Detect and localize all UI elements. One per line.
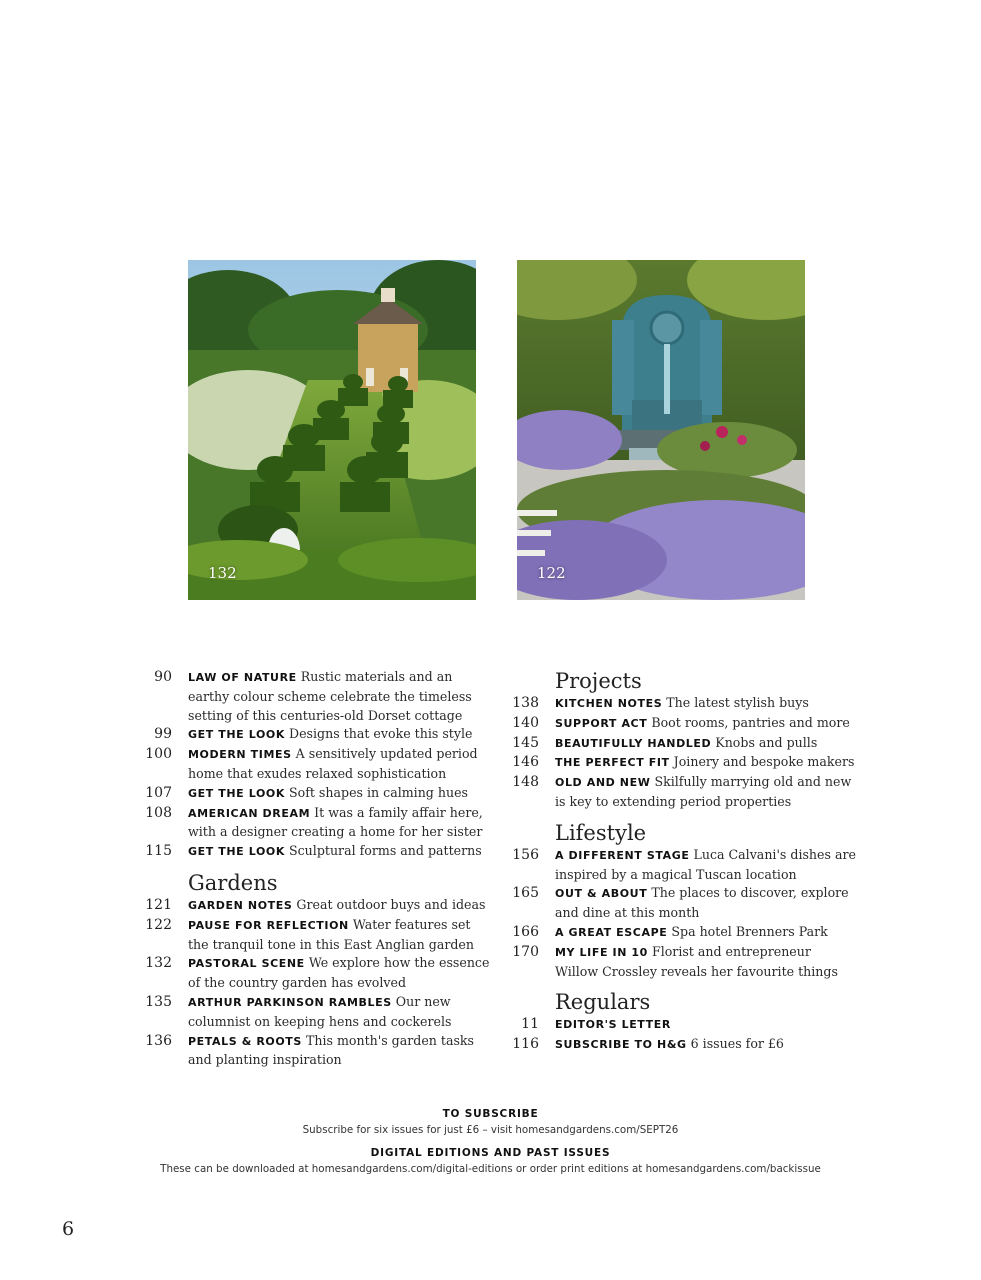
gardens-section (130, 870, 490, 1070)
entry-page-number: 156 (512, 846, 539, 863)
contents-entry[interactable] (497, 773, 857, 812)
contents-entry[interactable] (130, 896, 490, 916)
contents-entry[interactable] (130, 993, 490, 1032)
entry-page-number: 107 (145, 784, 172, 801)
entry-page-number: 100 (145, 746, 172, 763)
fountain-garden-illustration (517, 260, 805, 600)
entry-title: PASTORAL SCENE (188, 957, 305, 971)
entry-title: A GREAT ESCAPE (555, 925, 668, 939)
contents-entry[interactable] (497, 714, 857, 734)
entry-title: ARTHUR PARKINSON RAMBLES (188, 995, 392, 1009)
entry-page-number: 170 (512, 943, 539, 960)
entry-page-number: 11 (521, 1016, 539, 1033)
entry-title: THE PERFECT FIT (555, 756, 670, 770)
entry-page-number: 145 (512, 734, 539, 751)
lifestyle-section (497, 820, 857, 982)
homes-section (130, 668, 490, 862)
entry-description: This month's garden tasks and planting inspiration (188, 1032, 475, 1068)
subscription-footer (0, 1106, 981, 1178)
entry-title: OLD AND NEW (555, 776, 651, 790)
entry-description: Luca Calvani's dishes are inspired by a magical Tuscan location (555, 846, 856, 882)
entry-title: PETALS & ROOTS (188, 1034, 302, 1048)
entry-page-number: 140 (512, 714, 539, 731)
entry-title: EDITOR'S LETTER (555, 1018, 671, 1032)
subscribe-heading: TO SUBSCRIBE (442, 1108, 539, 1120)
entry-title: SUPPORT ACT (555, 716, 648, 730)
section-heading-projects: Projects (555, 669, 642, 693)
entry-title: GARDEN NOTES (188, 898, 293, 912)
section-heading-regulars: Regulars (555, 990, 651, 1015)
entry-page-number: 99 (154, 726, 172, 743)
entry-title: MODERN TIMES (188, 748, 292, 762)
topiary-garden-illustration (188, 260, 476, 600)
page-number: 6 (62, 1218, 75, 1240)
entry-description: Sculptural forms and patterns (289, 843, 482, 859)
entry-page-number: 90 (154, 669, 172, 685)
entry-description: The places to discover, explore and dine at this month (555, 885, 849, 921)
entry-description: Great outdoor buys and ideas (296, 896, 486, 912)
entry-title: AMERICAN DREAM (188, 806, 311, 820)
contents-entry[interactable] (130, 954, 490, 993)
entry-description: Boot rooms, pantries and more (651, 714, 850, 730)
entry-description: Knobs and pulls (715, 734, 818, 750)
contents-entry[interactable] (497, 1035, 857, 1055)
digital-editions-text[interactable]: These can be downloaded at homesandgardens.com/digital-editions or order print editions at homesandgardens.com/backissue (160, 1163, 821, 1175)
entry-title: BEAUTIFULLY HANDLED (555, 736, 712, 750)
contents-entry[interactable] (497, 734, 857, 754)
entry-page-number: 122 (145, 916, 172, 933)
entry-description: Spa hotel Brenners Park (671, 923, 828, 939)
entry-description: Soft shapes in calming hues (289, 784, 469, 800)
photo-page-number: 122 (537, 564, 566, 582)
entry-title: LAW OF NATURE (188, 671, 297, 684)
entry-page-number: 121 (145, 896, 172, 913)
entry-description: 6 issues for £6 (690, 1036, 784, 1052)
entry-title: A DIFFERENT STAGE (555, 848, 690, 862)
contents-entry[interactable] (130, 916, 490, 955)
entry-title: MY LIFE IN 10 (555, 945, 648, 959)
contents-entry[interactable] (497, 943, 857, 982)
entry-page-number: 165 (512, 885, 539, 902)
entry-description: We explore how the essence of the country garden has evolved (188, 955, 490, 991)
entry-page-number: 136 (145, 1032, 172, 1049)
entry-description: Rustic materials and an earthy colour scheme celebrate the timeless setting of this centuries-old Dorset cottage (188, 669, 472, 723)
photo-page-number: 132 (208, 564, 237, 582)
section-heading-lifestyle: Lifestyle (555, 820, 647, 845)
contents-entry[interactable] (497, 846, 857, 885)
entry-description: Skilfully marrying old and new is key to extending period properties (555, 774, 852, 809)
contents-entry[interactable] (130, 1032, 490, 1071)
entry-description: Florist and entrepreneur Willow Crossley reveals her favourite things (555, 943, 838, 979)
entry-title: PAUSE FOR REFLECTION (188, 918, 349, 932)
entry-description: A sensitively updated period home that exudes relaxed sophistication (188, 746, 478, 781)
entry-page-number: 138 (512, 695, 539, 711)
entry-title: OUT & ABOUT (555, 887, 648, 901)
contents-entry[interactable] (497, 923, 857, 943)
entry-page-number: 115 (145, 843, 172, 860)
entry-page-number: 166 (512, 923, 539, 940)
section-heading-gardens: Gardens (188, 870, 278, 895)
topiary-garden-photo (188, 260, 476, 600)
contents-entry[interactable] (130, 842, 490, 862)
contents-entry[interactable] (130, 668, 490, 725)
entry-title: KITCHEN NOTES (555, 697, 663, 710)
entry-description: The latest stylish buys (666, 695, 809, 710)
regulars-section (497, 989, 857, 1055)
entry-title: GET THE LOOK (188, 786, 285, 800)
contents-entry[interactable] (497, 884, 857, 923)
entry-title: SUBSCRIBE TO H&G (555, 1038, 687, 1052)
subscribe-text[interactable]: Subscribe for six issues for just £6 – visit homesandgardens.com/SEPT26 (302, 1124, 679, 1136)
entry-page-number: 116 (512, 1036, 539, 1053)
contents-entry[interactable] (130, 725, 490, 745)
contents-entry[interactable] (497, 1015, 857, 1035)
entry-title: GET THE LOOK (188, 728, 285, 742)
entry-description: Joinery and bespoke makers (673, 754, 855, 770)
entry-page-number: 135 (145, 993, 172, 1010)
contents-entry[interactable] (130, 745, 490, 784)
entry-page-number: 132 (145, 955, 172, 972)
entry-description: It was a family affair here, with a designer creating a home for her sister (188, 804, 483, 840)
fountain-garden-photo (517, 260, 805, 600)
entry-description: Water features set the tranquil tone in this East Anglian garden (188, 916, 474, 952)
contents-right-column (497, 668, 857, 1055)
entry-title: GET THE LOOK (188, 845, 285, 859)
contents-left-column (130, 668, 490, 1070)
entry-description: Designs that evoke this style (289, 726, 473, 742)
contents-entry[interactable] (497, 694, 857, 714)
entry-description: Our new columnist on keeping hens and cockerels (188, 993, 452, 1029)
contents-entry[interactable] (497, 753, 857, 773)
projects-section (497, 668, 857, 812)
entry-page-number: 108 (145, 804, 172, 821)
entry-page-number: 148 (512, 774, 539, 791)
digital-editions-heading: DIGITAL EDITIONS AND PAST ISSUES (370, 1147, 611, 1159)
entry-page-number: 146 (512, 754, 539, 771)
contents-entry[interactable] (130, 804, 490, 843)
contents-entry[interactable] (130, 784, 490, 804)
